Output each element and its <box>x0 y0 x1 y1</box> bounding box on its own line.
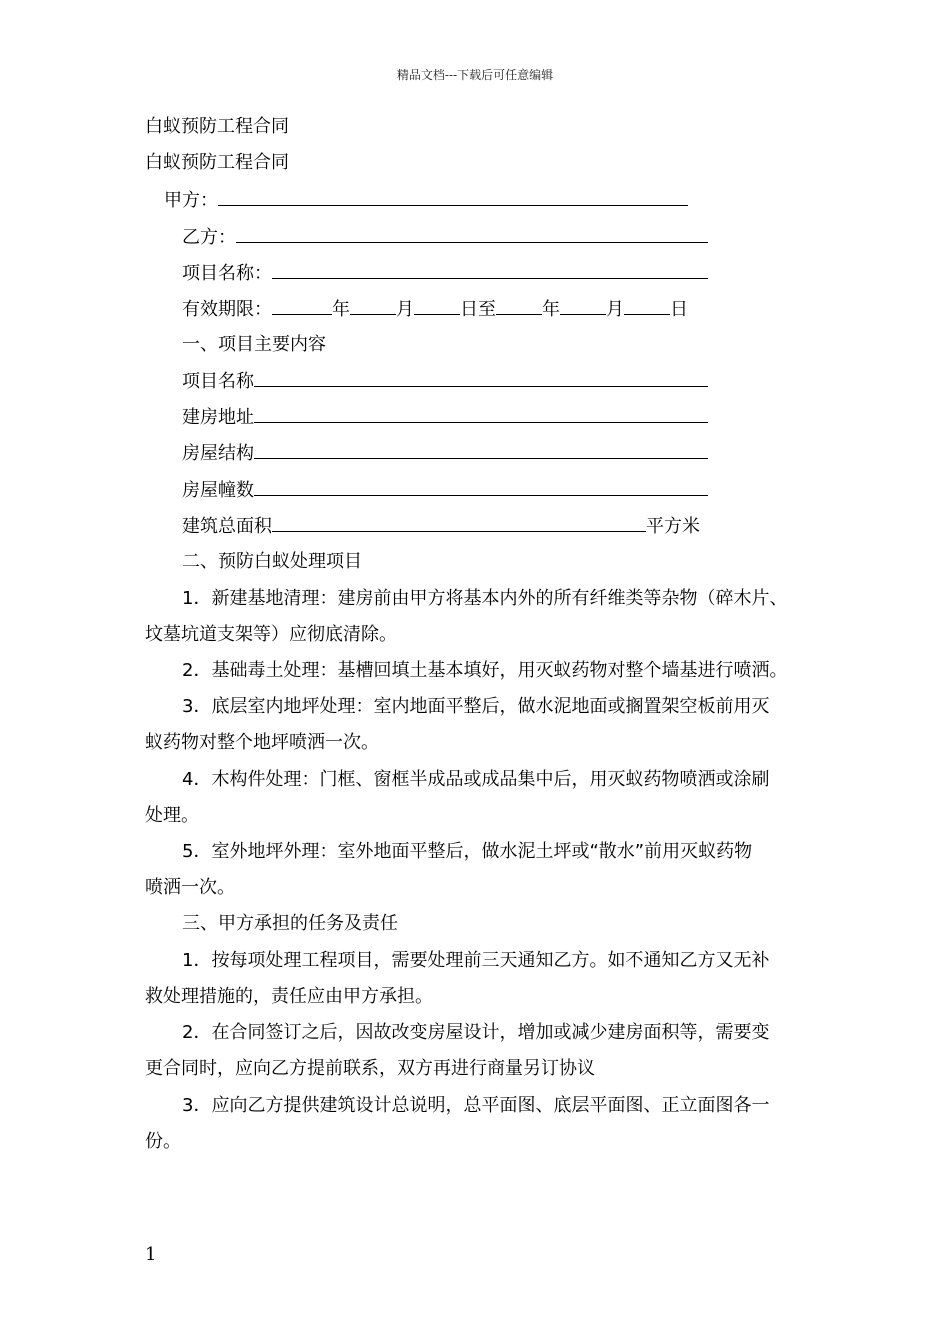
section-2-line: 坟墓坑道支架等）应彻底清除。 <box>145 624 397 645</box>
section-1-item-label: 建房地址 <box>182 407 254 428</box>
validity-blank <box>272 297 332 315</box>
validity-blank <box>350 297 396 315</box>
section-3-line: 更合同时，应向乙方提前联系，双方再进行商量另订协议 <box>145 1058 595 1079</box>
project-name-label: 项目名称： <box>182 263 272 284</box>
section-1-area-label: 建筑总面积 <box>182 516 272 537</box>
party-b-blank <box>236 225 708 243</box>
section-1-item-row <box>182 441 852 466</box>
validity-blank <box>496 297 542 315</box>
section-2-line: 3．底层室内地坪处理：室内地面平整后，做水泥地面或搁置架空板前用灭 <box>182 696 770 717</box>
validity-label: 有效期限： <box>182 299 272 320</box>
validity-blank <box>624 297 670 315</box>
section-2-line: 处理。 <box>145 805 199 826</box>
section-1-item-blank <box>254 441 708 459</box>
section-3-line: 2．在合同签订之后，因故改变房屋设计，增加或减少建房面积等，需要变 <box>182 1022 770 1043</box>
section-1-item-blank <box>254 405 708 423</box>
section-1-item-label: 房屋幢数 <box>182 480 254 501</box>
section-2-heading: 二、预防白蚁处理项目 <box>182 551 362 572</box>
section-1-item-row <box>182 405 852 430</box>
section-2-line: 喷洒一次。 <box>145 877 235 898</box>
section-3-heading: 三、甲方承担的任务及责任 <box>182 913 398 934</box>
validity-blank <box>560 297 606 315</box>
section-3-line: 3．应向乙方提供建筑设计总说明，总平面图、底层平面图、正立面图各一 <box>182 1095 770 1116</box>
project-name-row <box>182 261 852 286</box>
validity-year-2: 年 <box>542 299 560 320</box>
section-2-line: 4．木构件处理：门框、窗框半成品或成品集中后，用灭蚁药物喷洒或涂刷 <box>182 769 770 790</box>
validity-month-1: 月 <box>396 299 414 320</box>
party-a-blank <box>218 188 688 206</box>
section-2-line: 2．基础毒土处理：基槽回填土基本填好，用灭蚁药物对整个墙基进行喷洒。 <box>182 660 788 681</box>
title-line-1: 白蚁预防工程合同 <box>145 116 289 137</box>
party-a-label: 甲方： <box>164 190 218 211</box>
section-1-heading: 一、项目主要内容 <box>182 334 326 355</box>
validity-blank <box>414 297 460 315</box>
section-2-line: 1．新建基地清理：建房前由甲方将基本内外的所有纤维类等杂物（碎木片、 <box>182 588 788 609</box>
validity-month-2: 月 <box>606 299 624 320</box>
section-1-item-label: 房屋结构 <box>182 443 254 464</box>
validity-year-1: 年 <box>332 299 350 320</box>
section-3-line: 1．按每项处理工程项目，需要处理前三天通知乙方。如不通知乙方又无补 <box>182 950 770 971</box>
validity-row <box>182 297 852 322</box>
section-3-line: 份。 <box>145 1131 181 1152</box>
validity-day-2: 日 <box>670 299 688 320</box>
section-1-area-blank <box>272 514 646 532</box>
party-b-label: 乙方： <box>182 227 236 248</box>
validity-day-1: 日至 <box>460 299 496 320</box>
title-line-2: 白蚁预防工程合同 <box>145 152 289 173</box>
section-2-line: 蚁药物对整个地坪喷洒一次。 <box>145 732 379 753</box>
section-1-item-blank <box>254 478 708 496</box>
section-1-area-row <box>182 514 852 539</box>
section-1-item-row <box>182 478 852 503</box>
page-header: 精品文档---下载后可任意编辑 <box>396 68 554 82</box>
party-a-row <box>164 188 834 213</box>
section-3-line: 救处理措施的，责任应由甲方承担。 <box>145 986 433 1007</box>
section-1-item-row <box>182 369 852 394</box>
party-b-row <box>182 225 852 250</box>
project-name-blank <box>272 261 708 279</box>
section-1-area-unit: 平方米 <box>646 516 700 537</box>
section-2-line: 5．室外地坪外理：室外地面平整后，做水泥土坪或“散水”前用灭蚁药物 <box>182 841 753 862</box>
page-number: 1 <box>145 1244 157 1265</box>
section-1-item-label: 项目名称 <box>182 371 254 392</box>
section-1-item-blank <box>254 369 708 387</box>
